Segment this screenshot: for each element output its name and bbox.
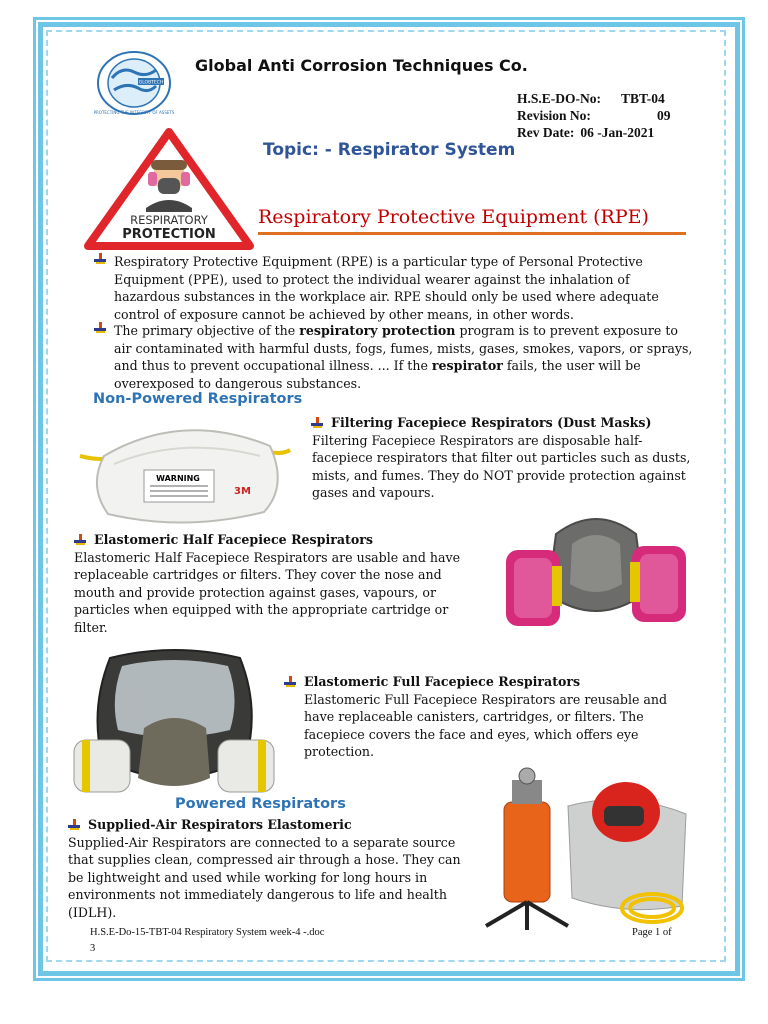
sign-line2: PROTECTION <box>122 227 216 242</box>
half-title: Elastomeric Half Facepiece Respirators <box>94 532 373 547</box>
doc-no-label: H.S.E-DO-No: <box>517 91 601 106</box>
footer-filename: H.S.E-Do-15-TBT-04 Respiratory System week-4 -.doc <box>90 927 325 938</box>
bullet-icon <box>74 534 88 546</box>
powered-heading: Powered Respirators <box>175 796 346 812</box>
filtering-section <box>312 414 692 502</box>
half-text: Elastomeric Half Facepiece Respirators are usable and have replaceable cartridges or filters. They cover the nose and mouth and provide protection against gases, vapours, or particles when equipped with the appropriate cartridge or filter. <box>74 549 461 635</box>
intro-text-2d: respirator <box>431 358 503 373</box>
supplied-title: Supplied-Air Respirators Elastomeric <box>88 817 352 832</box>
full-facepiece-section <box>284 673 694 761</box>
bullet-icon <box>94 322 108 334</box>
half-mask-image <box>496 504 696 634</box>
intro-text-2e: fails, the user will be overexposed to dangerous substances. <box>114 358 641 391</box>
full-title: Elastomeric Full Facepiece Respirators <box>304 674 581 689</box>
document-meta <box>517 90 671 141</box>
company-name: Global Anti Corrosion Techniques Co. <box>195 56 528 75</box>
supplied-air-section <box>68 816 468 921</box>
bullet-icon <box>311 417 325 429</box>
full-mask-image <box>70 648 278 800</box>
intro-paragraph-1 <box>94 253 694 323</box>
bullet-icon <box>68 819 82 831</box>
intro-text-2c: program is to prevent exposure to air contaminated with harmful dusts, fogs, fumes, mists, gases, smokes, vapors, or sprays, and thus to prevent occupational illness. ... If the <box>114 323 693 373</box>
mask-brand: 3M <box>234 486 251 497</box>
logo-text: GLOBTECH <box>138 80 164 86</box>
footer-page-of: Page 1 of <box>632 927 672 938</box>
bullet-icon <box>94 253 108 265</box>
logo-tagline: PROTECTING THE INTEGRITY OF ASSETS <box>94 110 174 115</box>
mask-warning: WARNING <box>156 474 200 483</box>
topic-heading: Topic: - Respirator System <box>263 140 516 160</box>
rev-date-value: 06 -Jan-2021 <box>580 125 655 140</box>
revision-value: 09 <box>657 108 671 123</box>
doc-no-value: TBT-04 <box>621 91 665 106</box>
respiratory-protection-sign <box>84 128 254 250</box>
rev-date-label: Rev Date: <box>517 125 575 140</box>
company-logo <box>94 48 174 118</box>
supplied-text: Supplied-Air Respirators are connected to a separate source that supplies clean, compressed air through a hose. They can be lightweight and used while working for long hours in environments not immediately dangerous to life and health (IDLH). <box>68 834 461 920</box>
sign-line1: RESPIRATORY <box>130 213 208 227</box>
full-text: Elastomeric Full Facepiece Respirators are reusable and have replaceable canisters, cartridges, or filters. The facepiece covers the face and eyes, which offers eye protection. <box>304 691 668 759</box>
rpe-title: Respiratory Protective Equipment (RPE) <box>258 206 649 228</box>
intro-text-2 <box>114 322 694 392</box>
intro-text-2a: The primary objective of the <box>114 323 300 338</box>
non-powered-heading: Non-Powered Respirators <box>93 391 303 407</box>
bullet-icon <box>284 676 298 688</box>
title-underline <box>258 232 686 235</box>
filtering-text: Filtering Facepiece Respirators are disposable half-facepiece respirators that filter out particles such as dusts, mists, and fumes. They do NOT provide protection against gases and vapours. <box>312 432 691 500</box>
intro-text-2b: respiratory protection <box>299 323 456 338</box>
revision-label: Revision No: <box>517 108 591 123</box>
half-facepiece-section <box>74 531 474 636</box>
intro-text-1: Respiratory Protective Equipment (RPE) is a particular type of Personal Protective Equipment (PPE), used to protect the individual wearer against the inhalation of hazardous substances in the workplace air. RPE should only be used where adequate control of exposure cannot be achieved by other means, in other words. <box>114 254 659 322</box>
filtering-title: Filtering Facepiece Respirators (Dust Masks) <box>331 415 652 430</box>
footer-page-total: 3 <box>90 943 96 954</box>
dust-mask-image <box>74 416 296 524</box>
supplied-air-equipment-image <box>476 766 702 932</box>
intro-paragraph-2 <box>94 322 694 392</box>
